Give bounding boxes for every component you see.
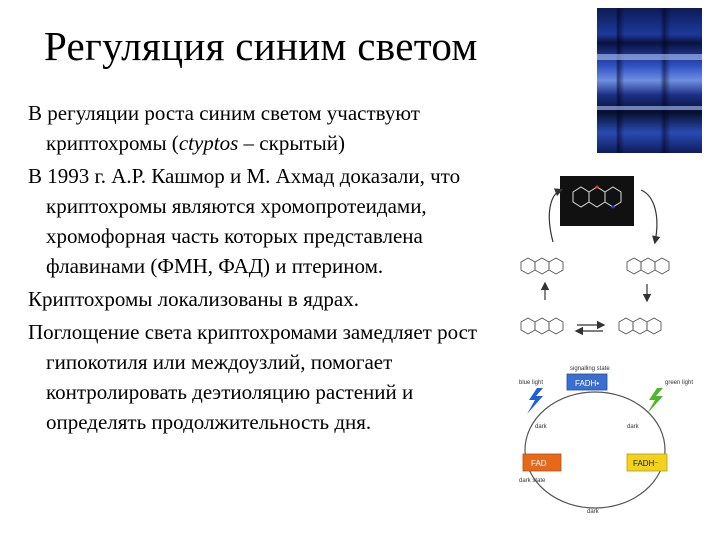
signalling-state-label: signalling state bbox=[570, 366, 610, 372]
photocycle-circle bbox=[525, 392, 665, 508]
left-curved-arrow bbox=[549, 190, 561, 242]
paragraph-function: Поглощение света криптохромами замедляет рост гипокотиля или междоузлий, помогает контролировать деэтиоляцию растений и определять продолжительность дня. bbox=[28, 320, 478, 434]
paragraph-history: В 1993 г. А.Р. Кашмор и М. Ахмад доказали, что криптохромы являются хромопротеидами, хромофорная часть которых представлена флавинами (ФМН, ФАД) и птерином. bbox=[28, 164, 461, 278]
flavin-structure-middle-right bbox=[627, 258, 669, 274]
dark-state-label: dark state bbox=[519, 478, 546, 484]
flavin-structure-lower-left bbox=[521, 318, 563, 334]
dark-left-label: dark bbox=[535, 424, 547, 430]
green-lightning-icon bbox=[647, 388, 663, 414]
slide-body bbox=[28, 98, 496, 440]
dark-right-label: dark bbox=[627, 424, 639, 430]
flavin-structure-dark bbox=[560, 176, 634, 226]
paragraph-localization: Криптохромы локализованы в ядрах. bbox=[28, 287, 360, 311]
dark-bottom-label: dark bbox=[587, 509, 599, 515]
paragraph-cryptochromes: В регуляции роста синим светом участвуют криптохромы (ctyptos – скрытый) bbox=[28, 101, 420, 155]
fadh-top-label: FADH• bbox=[575, 379, 600, 388]
flavin-photocycle-figure bbox=[515, 172, 710, 522]
flavin-structure-middle-left bbox=[521, 258, 563, 274]
decorative-blue-image bbox=[597, 8, 702, 153]
green-light-label: green light bbox=[665, 380, 694, 386]
flavin-structure-lower-right bbox=[619, 318, 661, 334]
fadh-minus-label: FADH⁻ bbox=[633, 459, 659, 468]
fad-label: FAD bbox=[531, 459, 547, 468]
italic-term: ctyptos bbox=[178, 131, 239, 155]
slide-title: Регуляция синим светом bbox=[44, 23, 478, 69]
right-curved-arrow bbox=[641, 190, 657, 242]
blue-light-label: blue light bbox=[519, 380, 544, 386]
blue-lightning-icon bbox=[527, 388, 543, 414]
